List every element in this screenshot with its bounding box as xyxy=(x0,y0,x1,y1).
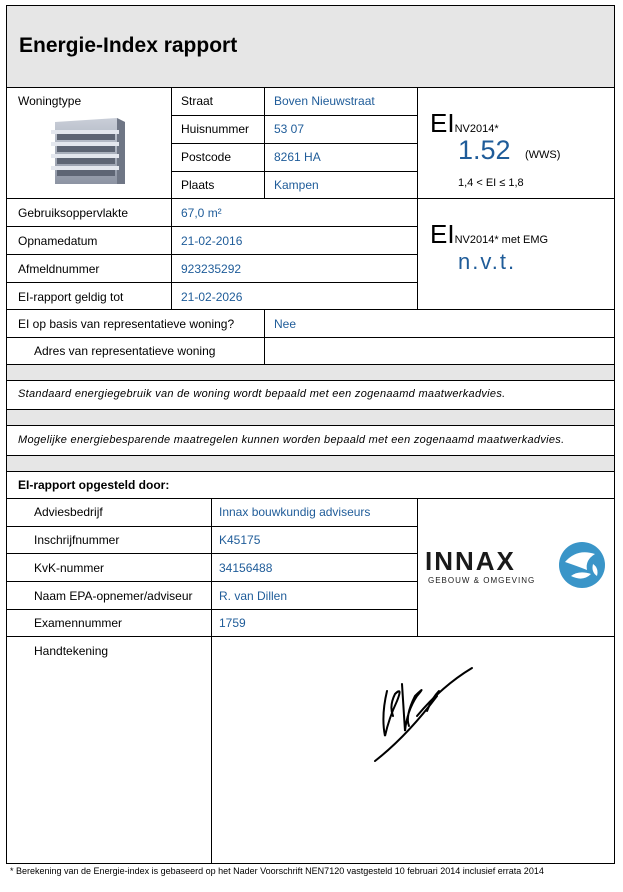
ei-heading: EINV2014* xyxy=(430,108,499,138)
inschrijf-value: K45175 xyxy=(219,533,261,547)
gebruiksoppervlakte-value: 67,0 m² xyxy=(181,206,222,220)
gebruiksoppervlakte-label: Gebruiksoppervlakte xyxy=(18,206,129,220)
naam-value: R. van Dillen xyxy=(219,589,288,603)
huisnummer-value: 53 07 xyxy=(274,122,305,136)
plaats-label: Plaats xyxy=(181,178,215,192)
postcode-label: Postcode xyxy=(181,150,232,164)
innax-logo-text: INNAX xyxy=(425,546,516,576)
postcode-value: 8261 HA xyxy=(274,150,321,164)
ei-value: 1.52 xyxy=(458,135,511,165)
inschrijf-label: Inschrijfnummer xyxy=(34,533,120,547)
building-icon xyxy=(47,114,131,186)
handtekening-label: Handtekening xyxy=(34,644,109,658)
plaats-value: Kampen xyxy=(274,178,319,192)
signature-image xyxy=(347,656,487,771)
geldig-label: EI-rapport geldig tot xyxy=(18,290,124,304)
woningtype-label: Woningtype xyxy=(18,94,82,108)
representatief-value: Nee xyxy=(274,317,297,331)
naam-label: Naam EPA-opnemer/adviseur xyxy=(34,589,193,603)
opsteller-heading: EI-rapport opgesteld door: xyxy=(18,478,170,492)
kvk-label: KvK-nummer xyxy=(34,561,105,575)
straat-value: Boven Nieuwstraat xyxy=(274,94,375,108)
opnamedatum-label: Opnamedatum xyxy=(18,234,98,248)
note-standaard: Standaard energiegebruik van de woning wordt bepaald met een zogenaamd maatwerkadvies. xyxy=(18,388,506,400)
note-maatregelen: Mogelijke energiebesparende maatregelen kunnen worden bepaald met een zogenaamd maatwerkadvies. xyxy=(18,434,565,446)
afmeldnummer-value: 923235292 xyxy=(181,262,242,276)
kvk-value: 34156488 xyxy=(219,561,273,575)
representatief-label: EI op basis van representatieve woning? xyxy=(18,317,235,331)
innax-logo-icon xyxy=(557,540,607,590)
separator-band xyxy=(7,365,614,380)
innax-logo-tagline: GEBOUW & OMGEVING xyxy=(428,576,536,585)
geldig-value: 21-02-2026 xyxy=(181,290,243,304)
ei-emg-heading: EINV2014* met EMG xyxy=(430,219,549,249)
bedrijf-label: Adviesbedrijf xyxy=(34,505,103,519)
separator-band xyxy=(7,410,614,425)
page-title: Energie-Index rapport xyxy=(19,34,238,57)
ei-emg-value: n.v.t. xyxy=(458,249,517,274)
adres-repr-label: Adres van representatieve woning xyxy=(34,344,216,358)
ei-range: 1,4 < EI ≤ 1,8 xyxy=(458,177,524,189)
examen-label: Examennummer xyxy=(34,616,123,630)
ei-unit: (WWS) xyxy=(525,149,561,161)
straat-label: Straat xyxy=(181,94,214,108)
bedrijf-value: Innax bouwkundig adviseurs xyxy=(219,505,371,519)
report-page xyxy=(6,5,615,864)
huisnummer-label: Huisnummer xyxy=(181,122,250,136)
footnote: * Berekening van de Energie-index is gebaseerd op het Nader Voorschrift NEN7120 vastgesteld 10 februari 2014 inclusief errata 2014 xyxy=(10,866,544,876)
afmeldnummer-label: Afmeldnummer xyxy=(18,262,100,276)
opnamedatum-value: 21-02-2016 xyxy=(181,234,243,248)
report-header xyxy=(7,6,614,88)
examen-value: 1759 xyxy=(219,616,246,630)
separator-band xyxy=(7,456,614,471)
